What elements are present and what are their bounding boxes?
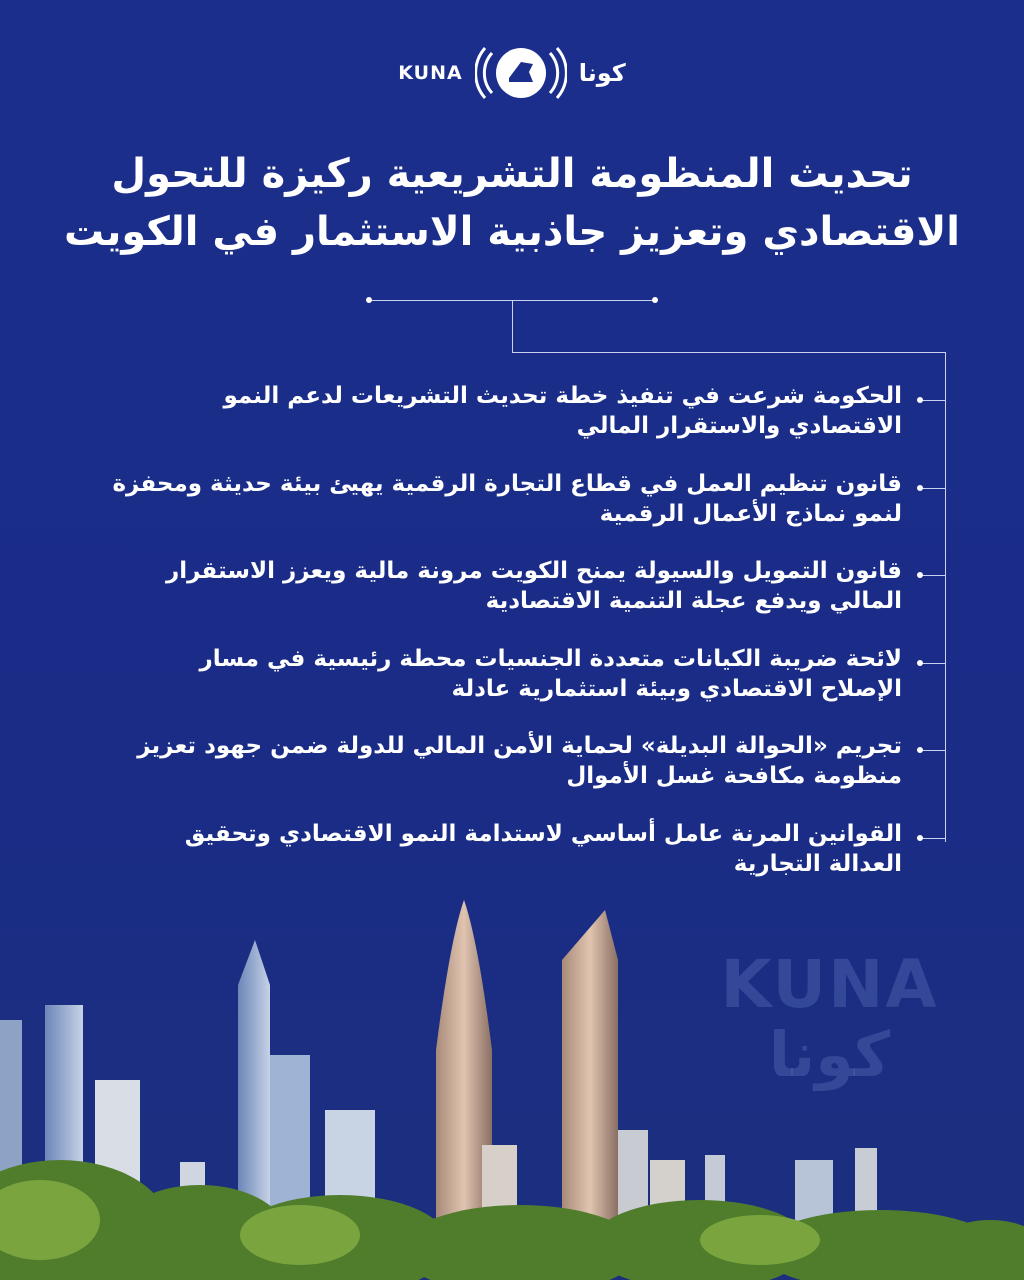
list-item: قانون التمويل والسيولة يمنح الكويت مرونة مالية ويعزز الاستقرار المالي ويدفع عجلة التنمية الاقتصادية [165,558,902,614]
title-line: تحديث المنظومة التشريعية ركيزة للتحول [111,151,913,197]
kuna-logo [0,38,1024,108]
kuwait-skyline-image [0,900,1024,1280]
title-line: الاقتصادي وتعزيز جاذبية الاستثمار في الكويت [64,209,960,255]
logo-emblem-icon [475,38,567,108]
watermark-en: KUNA [720,946,939,1023]
list-item: لائحة ضريبة الكيانات متعددة الجنسيات محطة رئيسية في مسار الإصلاح الاقتصادي وبيئة استثمارية عادلة [199,646,902,702]
logo-text-en: KUNA [398,62,463,84]
list-item: تجريم «الحوالة البديلة» لحماية الأمن المالي للدولة ضمن جهود تعزيز منظومة مكافحة غسل الأموال [137,733,902,789]
watermark-ar: كونا [768,1018,891,1091]
list-item: قانون تنظيم العمل في قطاع التجارة الرقمية يهيئ بيئة حديثة ومحفزة لنمو نماذج الأعمال الرقمية [112,471,902,527]
page-title [60,145,964,261]
logo-text-ar: كونا [578,59,626,87]
list-item: القوانين المرنة عامل أساسي لاستدامة النمو الاقتصادي وتحقيق العدالة التجارية [184,821,902,877]
list-item: الحكومة شرعت في تنفيذ خطة تحديث التشريعات لدعم النمو الاقتصادي والاستقرار المالي [223,383,902,439]
